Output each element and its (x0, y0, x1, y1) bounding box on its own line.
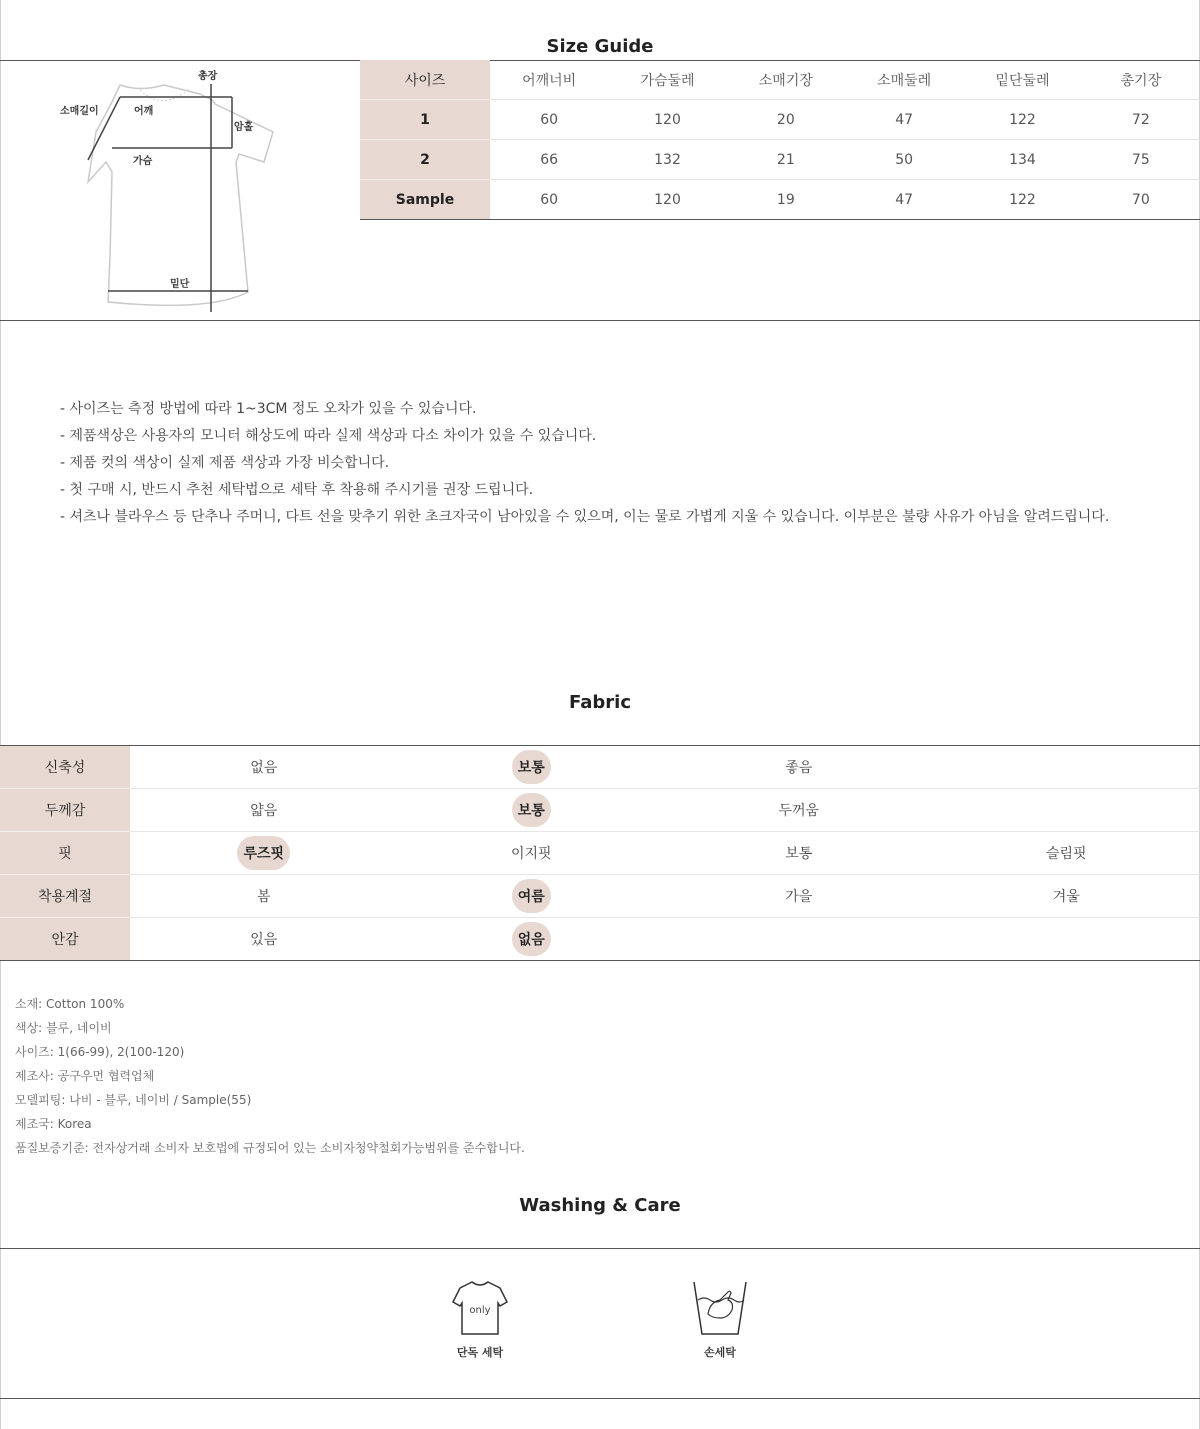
size-value-cell: 47 (845, 180, 963, 220)
size-header-cell: 사이즈 (360, 60, 490, 100)
tshirt-only-icon (450, 1276, 510, 1336)
size-value-cell: 66 (490, 140, 608, 180)
size-header-cell: 어깨너비 (490, 60, 608, 100)
size-header-cell: 총기장 (1082, 60, 1200, 100)
size-value-cell: 70 (1082, 180, 1200, 220)
size-value-cell: 72 (1082, 100, 1200, 140)
fabric-option-cell (665, 746, 933, 789)
fabric-table (0, 746, 1200, 961)
label-sleeve-length: 소매길이 (60, 106, 99, 117)
fabric-row-label: 착용계절 (0, 875, 130, 918)
fabric-option-selected: 보통 (512, 750, 551, 784)
fabric-row-label: 신축성 (0, 746, 130, 789)
label-armhole: 암홀 (234, 122, 254, 133)
only-text: only (469, 1305, 491, 1316)
fabric-row-label: 핏 (0, 832, 130, 875)
fabric-option-cell (933, 832, 1200, 875)
table-row (0, 875, 1200, 918)
size-value-cell: 134 (963, 140, 1081, 180)
fabric-option-cell (933, 789, 1200, 832)
notes-list (60, 396, 1109, 531)
size-table-header-row (360, 60, 1200, 100)
fabric-option: 좋음 (785, 760, 813, 776)
care-caption: 단독 세탁 (456, 1346, 504, 1359)
size-value-cell: 60 (490, 100, 608, 140)
fabric-option-cell (933, 875, 1200, 918)
spec-item: 품질보증기준: 전자상거래 소비자 보호법에 규정되어 있는 소비자청약철회가능범위를 준수합니다. (15, 1141, 525, 1155)
fabric-option-cell (130, 832, 398, 875)
hand-wash-icon (690, 1276, 750, 1336)
size-value-cell: 122 (963, 100, 1081, 140)
care-item-hand-wash (675, 1276, 765, 1360)
fabric-option-cell (398, 918, 666, 961)
label-shoulder: 어깨 (134, 106, 154, 117)
size-value-cell: 120 (608, 100, 726, 140)
fabric-option-selected: 없음 (512, 922, 551, 956)
list-item: - 제품 컷의 색상이 실제 제품 색상과 가장 비슷합니다. (60, 455, 390, 471)
table-row (0, 746, 1200, 789)
fabric-option-cell (398, 832, 666, 875)
table-row (0, 832, 1200, 875)
size-value-cell: 50 (845, 140, 963, 180)
size-header-cell: 밑단둘레 (963, 60, 1081, 100)
list-item: - 사이즈는 측정 방법에 따라 1~3CM 정도 오차가 있을 수 있습니다. (60, 401, 477, 417)
fabric-option-cell (398, 875, 666, 918)
label-total-length: 총장 (198, 71, 218, 82)
size-value-cell: 20 (727, 100, 845, 140)
fabric-option: 보통 (785, 846, 813, 862)
size-name-cell: 2 (360, 140, 490, 180)
size-table (360, 60, 1200, 220)
fabric-option: 가을 (785, 889, 813, 905)
fabric-option-cell (130, 875, 398, 918)
size-value-cell: 47 (845, 100, 963, 140)
care-item-wash-alone (435, 1276, 525, 1360)
size-value-cell: 120 (608, 180, 726, 220)
fabric-option-cell (665, 832, 933, 875)
spec-item: 모델피팅: 나비 - 블루, 네이비 / Sample(55) (15, 1093, 252, 1107)
fabric-option-cell (933, 918, 1200, 961)
fabric-option-cell (130, 789, 398, 832)
size-value-cell: 132 (608, 140, 726, 180)
fabric-option-selected: 여름 (512, 879, 551, 913)
size-guide-bottom-rule (0, 320, 1200, 321)
fabric-option-cell (665, 875, 933, 918)
fabric-option: 슬림핏 (1045, 846, 1087, 862)
fabric-option-cell (665, 918, 933, 961)
size-value-cell: 75 (1082, 140, 1200, 180)
washing-top-rule (0, 1248, 1200, 1249)
washing-bottom-rule (0, 1398, 1200, 1399)
size-value-cell: 19 (727, 180, 845, 220)
fabric-option-selected: 루즈핏 (237, 836, 290, 870)
fabric-row-label: 안감 (0, 918, 130, 961)
spec-item: 소재: Cotton 100% (15, 997, 125, 1011)
fabric-option: 봄 (256, 889, 271, 905)
size-header-cell: 소매기장 (727, 60, 845, 100)
size-guide-title: Size Guide (546, 36, 654, 57)
list-item: - 첫 구매 시, 반드시 추천 세탁법으로 세탁 후 착용해 주시기를 권장 드립니다. (60, 482, 534, 498)
fabric-option-cell (130, 918, 398, 961)
fabric-option: 있음 (250, 932, 278, 948)
label-hem: 밑단 (170, 279, 190, 290)
list-item: - 제품색상은 사용자의 모니터 해상도에 따라 실제 색상과 다소 차이가 있을 수 있습니다. (60, 428, 597, 444)
size-diagram (40, 62, 300, 318)
size-header-cell: 소매둘레 (845, 60, 963, 100)
product-specs (15, 992, 525, 1160)
size-header-cell: 가슴둘레 (608, 60, 726, 100)
size-value-cell: 60 (490, 180, 608, 220)
size-value-cell: 122 (963, 180, 1081, 220)
spec-item: 제조사: 공구우먼 협력업체 (15, 1069, 155, 1083)
table-row (360, 140, 1200, 180)
table-row (0, 918, 1200, 961)
fabric-title: Fabric (569, 692, 631, 713)
fabric-option-cell (130, 746, 398, 789)
fabric-option: 얇음 (250, 803, 278, 819)
fabric-option-cell (933, 746, 1200, 789)
table-row (360, 180, 1200, 220)
fabric-option: 겨울 (1052, 889, 1080, 905)
table-row (360, 100, 1200, 140)
size-name-cell: 1 (360, 100, 490, 140)
label-chest: 가슴 (133, 156, 153, 167)
fabric-option: 두꺼움 (778, 803, 820, 819)
washing-title: Washing & Care (519, 1195, 681, 1216)
spec-item: 사이즈: 1(66-99), 2(100-120) (15, 1045, 185, 1059)
fabric-option: 없음 (250, 760, 278, 776)
fabric-option-cell (665, 789, 933, 832)
size-value-cell: 21 (727, 140, 845, 180)
care-caption: 손세탁 (704, 1346, 736, 1359)
table-row (0, 789, 1200, 832)
spec-item: 제조국: Korea (15, 1117, 92, 1131)
fabric-option-cell (398, 746, 666, 789)
fabric-option-cell (398, 789, 666, 832)
fabric-option-selected: 보통 (512, 793, 551, 827)
fabric-row-label: 두께감 (0, 789, 130, 832)
fabric-option: 이지핏 (510, 846, 552, 862)
list-item: - 셔츠나 블라우스 등 단추나 주머니, 다트 선을 맞추기 위한 초크자국이 남아있을 수 있으며, 이는 물로 가볍게 지울 수 있습니다. 이부분은 불량 사유가 아님을 알려드립니다. (60, 509, 1110, 525)
size-name-cell: Sample (360, 180, 490, 220)
spec-item: 색상: 블루, 네이비 (15, 1021, 112, 1035)
